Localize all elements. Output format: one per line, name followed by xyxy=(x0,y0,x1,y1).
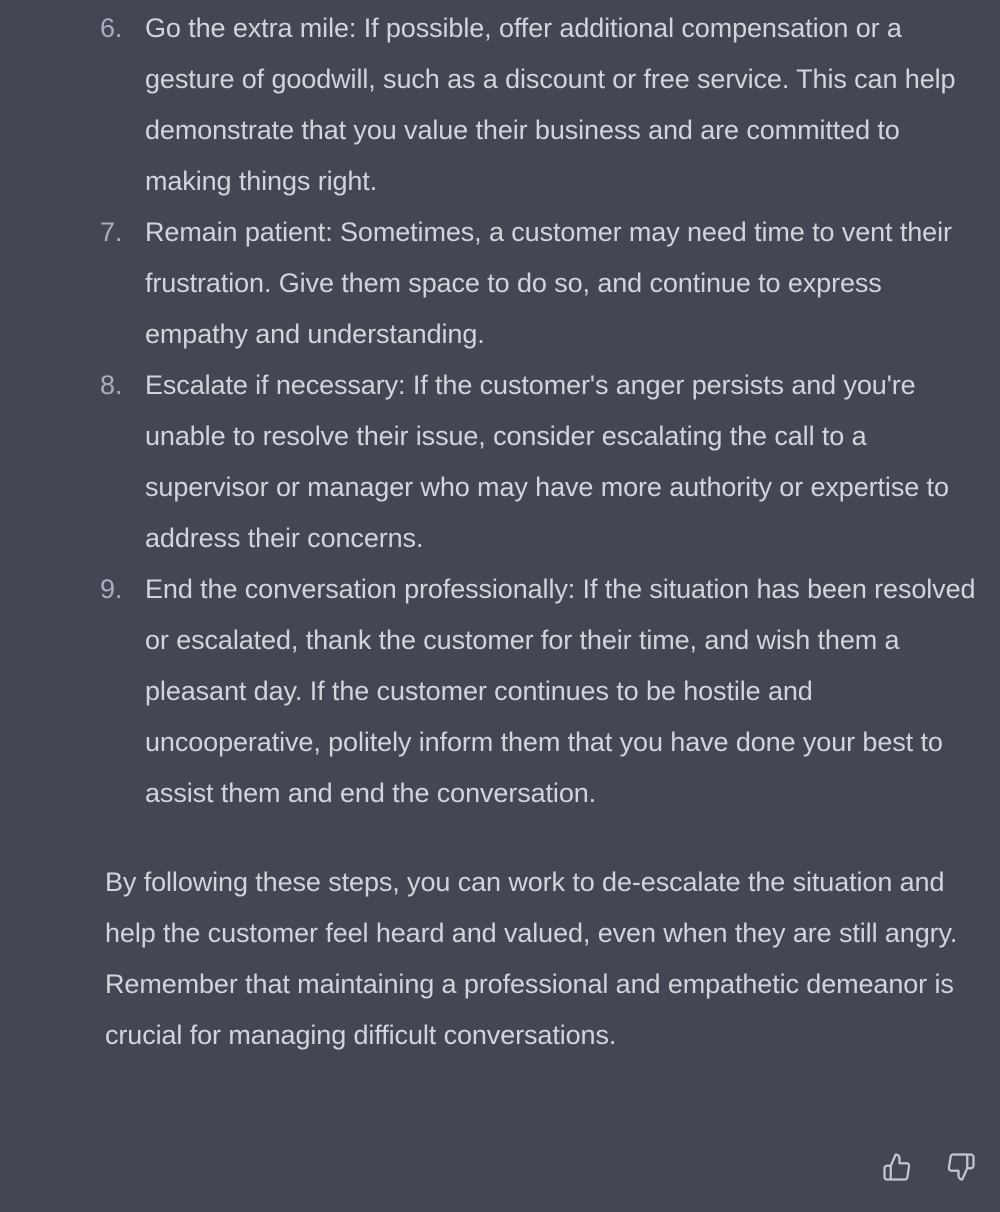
thumbs-up-icon xyxy=(882,1152,912,1187)
list-item-text: End the conversation professionally: If the situation has been resolved or escalated, thank the customer for their time, and wish them a pleasant day. If the customer continues to be hostile and uncooperative, politely inform them that you have done your best to assist them and end the conversation. xyxy=(145,574,976,808)
list-item xyxy=(100,207,985,360)
list-item xyxy=(100,3,985,207)
list-item-number: 6. xyxy=(100,13,123,43)
closing-paragraph: By following these steps, you can work to de-escalate the situation and help the customer feel heard and valued, even when they are still angry. Remember that maintaining a professional and empathetic demeanor is crucial for managing difficult conversations. xyxy=(105,867,958,1050)
feedback-buttons xyxy=(880,1152,978,1186)
list-item-number: 7. xyxy=(100,217,123,247)
list-item xyxy=(100,564,985,819)
list-item-number: 9. xyxy=(100,574,123,604)
thumbs-down-button[interactable] xyxy=(944,1152,978,1186)
thumbs-up-button[interactable] xyxy=(880,1152,914,1186)
list-item-text: Go the extra mile: If possible, offer additional compensation or a gesture of goodwill, such as a discount or free service. This can help demonstrate that you value their business and are committed to making things right. xyxy=(145,13,956,196)
numbered-list xyxy=(100,3,985,819)
list-item-text: Escalate if necessary: If the customer's anger persists and you're unable to resolve their issue, consider escalating the call to a supervisor or manager who may have more authority or expertise to address their concerns. xyxy=(145,370,949,553)
list-item-number: 8. xyxy=(100,370,123,400)
thumbs-down-icon xyxy=(946,1152,976,1187)
list-item-text: Remain patient: Sometimes, a customer may need time to vent their frustration. Give them space to do so, and continue to express empathy and understanding. xyxy=(145,217,952,349)
list-item xyxy=(100,360,985,564)
